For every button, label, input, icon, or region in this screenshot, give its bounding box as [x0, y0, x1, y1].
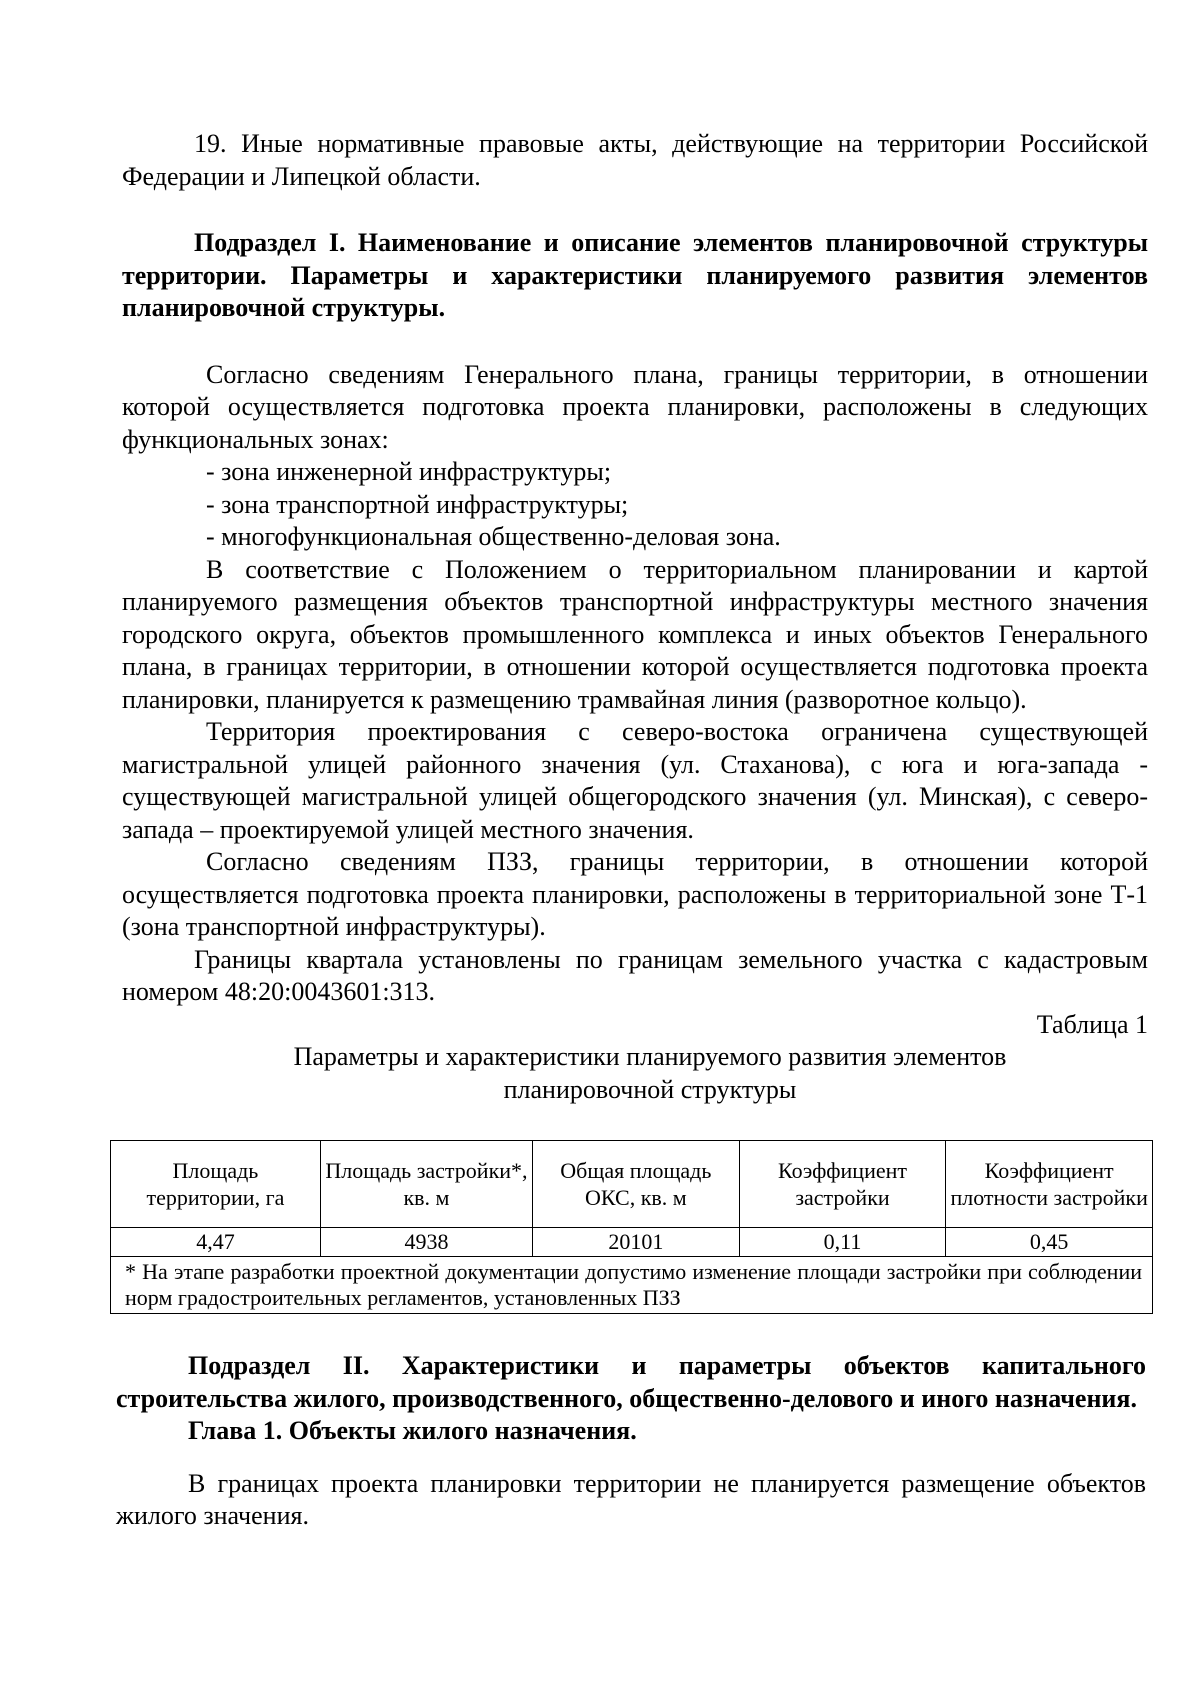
section-2 — [116, 1350, 1146, 1533]
zone-item-engineering: - зона инженерной инфраструктуры; — [206, 457, 612, 486]
header-total-oks-area: Общая площадь ОКС, кв. м — [533, 1141, 740, 1228]
value-building-coefficient: 0,11 — [739, 1228, 946, 1257]
paragraph-pzz-zone: Согласно сведениям ПЗЗ, границы территории, в отношении которой осуществляется подготовка проекта планировки, расположены в территориальной зоне Т-1 (зона транспортной инфраструктуры). — [122, 847, 1148, 941]
chapter-1-heading: Глава 1. Объекты жилого назначения. — [188, 1416, 637, 1445]
value-territory-area: 4,47 — [111, 1228, 321, 1257]
paragraph-item-19: 19. Иные нормативные правовые акты, действующие на территории Российской Федерации и Липецкой области. — [122, 129, 1148, 191]
paragraph-no-residential: В границах проекта планировки территории не планируется размещение объектов жилого значения. — [116, 1468, 1146, 1530]
section-2-heading: Подраздел II. Характеристики и параметры объектов капитального строительства жилого, производственного, общественно-делового и иного назначения. — [116, 1351, 1146, 1413]
paragraph-block-bounds: Границы квартала установлены по границам земельного участка с кадастровым номером 48:20:0043601:313. — [122, 944, 1148, 1006]
header-territory-area: Площадь территории, га — [111, 1141, 321, 1228]
parameters-table — [110, 1140, 1153, 1314]
value-density-coefficient: 0,45 — [946, 1228, 1153, 1257]
header-building-area: Площадь застройки*, кв. м — [320, 1141, 532, 1228]
table-caption-line1: Параметры и характеристики планируемого развития элементов — [293, 1042, 1007, 1071]
paragraph-territory-bounds: Территория проектирования с северо-востока ограничена существующей магистральной улицей районного значения (ул. Стаханова), с юга и юга-запада - существующей магистральной улицей общегородского значения (ул. Минская), с северо-запада – проектируемой улицей местного значения. — [122, 717, 1148, 844]
document-page — [122, 128, 1148, 1106]
header-building-coefficient: Коэффициент застройки — [739, 1141, 946, 1228]
table-footnote-row — [111, 1257, 1153, 1314]
section-1-heading: Подраздел I. Наименование и описание элементов планировочной структуры территории. Параметры и характеристики планируемого развития элементов планировочной структуры. — [122, 228, 1148, 322]
zone-item-transport: - зона транспортной инфраструктуры; — [206, 489, 629, 519]
zone-item-business: - многофункциональная общественно-деловая зона. — [206, 522, 781, 551]
paragraph-territorial-planning: В соответствие с Положением о территориальном планировании и картой планируемого размещения объектов транспортной инфраструктуры местного значения городского округа, объектов промышленного комплекса и иных объектов Генерального плана, в границах территории, в отношении которой осуществляется подготовка проекта планировки, планируется к размещению трамвайная линия (разворотное кольцо). — [122, 554, 1148, 714]
header-density-coefficient: Коэффициент плотности застройки — [946, 1141, 1153, 1228]
paragraph-functional-zones: Согласно сведениям Генерального плана, границы территории, в отношении которой осуществляется подготовка проекта планировки, расположены в следующих функциональных зонах: — [122, 359, 1148, 454]
value-total-oks-area: 20101 — [533, 1228, 740, 1257]
table-label: Таблица 1 — [1036, 1009, 1148, 1039]
value-building-area: 4938 — [320, 1228, 532, 1257]
table-footnote: * На этапе разработки проектной документации допустимо изменение площади застройки при соблюдении норм градостроительных регламентов, установленных ПЗЗ — [111, 1257, 1153, 1314]
table-caption-line2: планировочной структуры — [503, 1074, 797, 1104]
table-row — [111, 1228, 1153, 1257]
table-header-row — [111, 1141, 1153, 1228]
